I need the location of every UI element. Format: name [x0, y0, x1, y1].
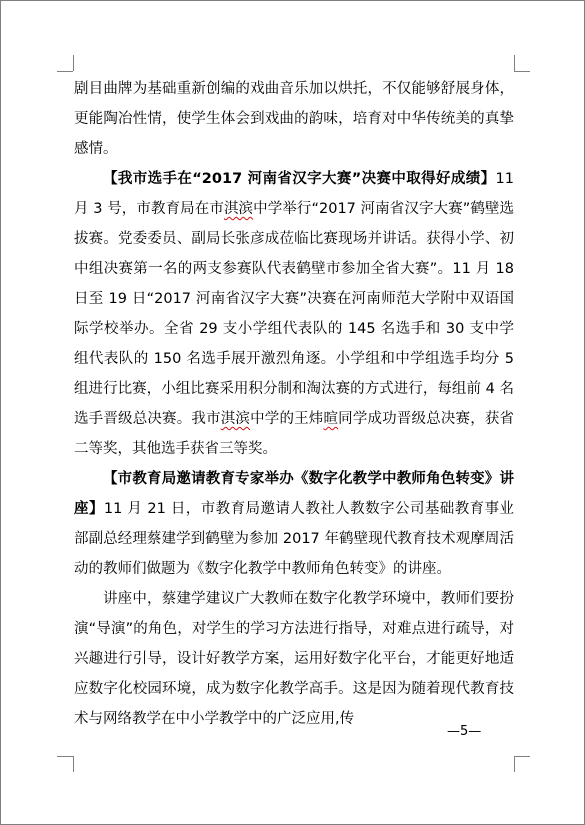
crop-mark-bottom-left	[57, 756, 73, 757]
crop-mark-top-right	[514, 55, 515, 71]
paragraph-lecture-detail: 讲座中，蔡建学建议广大教师在数字化教学环境中，教师们要扮演“导演”的角色，对学生的学习方法进行指导，对难点进行疏导，对兴趣进行引导，设计好教学方案，运用好数字化平台，才能更好地适应数字化校园环境，成为数字化教学高手。这是因为随着现代教育技术与网络教学在中小学教学中的广泛应用,传	[74, 591, 514, 727]
spellcheck-flag: 淇滨	[223, 201, 254, 217]
news-item-hanzi-contest	[74, 164, 514, 464]
news-item-lecture	[74, 464, 514, 584]
news-body: 同学成功晋级总决赛，获省二等奖，其他选手获省三等奖。	[74, 411, 515, 457]
news-body: 11 月 3 号，市教育局在市	[74, 171, 514, 217]
news-body: 中学的王炜	[250, 411, 324, 427]
news-body: 11 月 21 日，市教育局邀请人教社人教数字公司基础教育事业部副总经理蔡建学到鹤壁为参加 2017 年鹤壁现代教育技术观摩周活动的教师们做题为《数字化教学中教师角色转变》的讲座。	[74, 501, 515, 577]
spellcheck-flag: 淇滨	[220, 411, 251, 427]
news-heading: 【市教育局邀请教育专家举办《数字化教学中教师角色转变》讲座】	[74, 471, 514, 517]
crop-mark-bottom-right	[514, 756, 515, 772]
document-body[interactable]	[74, 74, 514, 734]
paragraph-continuation: 剧目曲牌为基础重新创编的戏曲音乐加以烘托，不仅能够舒展身体，更能陶冶性情，使学生体会到戏曲的韵味，培育对中华传统美的真挚感情。	[74, 81, 514, 157]
page-number: —5—	[447, 724, 482, 739]
crop-mark-top-left	[57, 71, 73, 72]
crop-mark-bottom-left	[73, 756, 74, 772]
crop-mark-top-right	[514, 71, 530, 72]
news-heading: 【我市选手在“2017 河南省汉字大赛”决赛中取得好成绩】	[103, 171, 496, 187]
news-body: 中学举行“2017 河南省汉字大赛”鹤壁选拔赛。党委委员、副局长张彦成莅临比赛现场并讲话。获得小学、初中组决赛第一名的两支参赛队代表鹤壁市参加全省大赛”。11 月 18 日至 19 日“2017 河南省汉字大赛”决赛在河南师范大学附中双语国际学校举办。全省 29 支小学组代表队的 145 名选手和 30 支中学组代表队的 150 名选手展开激烈角逐。小学组和中学组选手均分 5 组进行比赛，小组比赛采用积分制和淘汰赛的方式进行，每组前 4 名选手晋级总决赛。我市	[74, 201, 514, 427]
crop-mark-top-left	[73, 55, 74, 71]
spellcheck-flag: 暄	[323, 411, 339, 427]
crop-mark-bottom-right	[514, 756, 530, 757]
